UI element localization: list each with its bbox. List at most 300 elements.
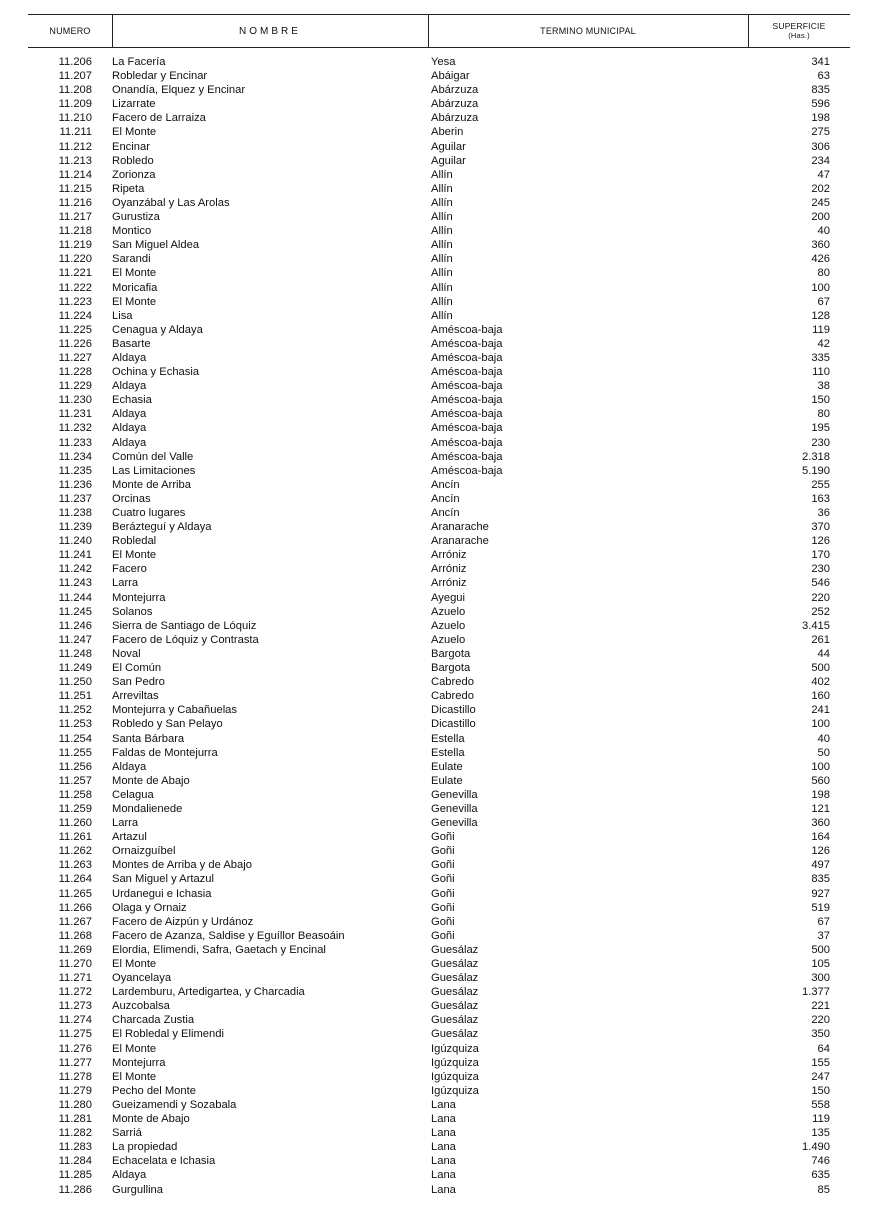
- cell-termino: Abárzuza: [431, 112, 479, 125]
- cell-nombre: Echasia: [112, 394, 152, 407]
- cell-numero: 11.213: [58, 154, 92, 167]
- cell-numero: 11.259: [58, 802, 92, 815]
- cell-termino: Guesálaz: [431, 1014, 479, 1027]
- cell-numero: 11.248: [58, 647, 92, 660]
- cell-nombre: Pecho del Monte: [112, 1084, 196, 1097]
- table-row: [28, 844, 850, 858]
- cell-superficie: 135: [811, 1127, 830, 1140]
- cell-numero: 11.226: [58, 337, 92, 350]
- cell-superficie: 230: [811, 563, 830, 576]
- cell-termino: Genevilla: [431, 802, 478, 815]
- cell-numero: 11.234: [58, 450, 92, 463]
- cell-termino: Améscoa-baja: [431, 436, 503, 449]
- cell-termino: Cabredo: [431, 690, 474, 703]
- cell-numero: 11.251: [58, 690, 92, 703]
- cell-superficie: 163: [811, 492, 830, 505]
- cell-termino: Ancín: [431, 492, 460, 505]
- table-row: [28, 548, 850, 562]
- cell-termino: Aberin: [431, 126, 464, 139]
- cell-numero: 11.212: [58, 140, 92, 153]
- cell-nombre: Orcinas: [112, 492, 151, 505]
- cell-numero: 11.225: [58, 323, 92, 336]
- cell-numero: 11.249: [58, 662, 92, 675]
- cell-superficie: 261: [811, 633, 830, 646]
- cell-superficie: 746: [811, 1155, 830, 1168]
- cell-numero: 11.222: [58, 281, 92, 294]
- cell-numero: 11.211: [59, 126, 92, 139]
- cell-termino: Azuelo: [431, 605, 466, 618]
- cell-numero: 11.244: [58, 591, 92, 604]
- cell-nombre: Sierra de Santiago de Lóquiz: [112, 619, 257, 632]
- cell-nombre: Lardemburu, Artedigartea, y Charcadia: [112, 986, 305, 999]
- cell-superficie: 220: [811, 1014, 830, 1027]
- cell-termino: Goñi: [431, 845, 455, 858]
- cell-nombre: Mondalienede: [112, 802, 183, 815]
- table-row: [28, 365, 850, 379]
- cell-numero: 11.229: [58, 380, 92, 393]
- table-row: [28, 1168, 850, 1182]
- cell-nombre: El Monte: [112, 549, 157, 562]
- cell-nombre: Facero de Azanza, Saldise y Eguíllor Beasoáin: [112, 929, 345, 942]
- table-row: [28, 337, 850, 351]
- table-row: [28, 1013, 850, 1027]
- cell-termino: Ancín: [431, 478, 460, 491]
- cell-numero: 11.280: [58, 1098, 92, 1111]
- cell-nombre: San Miguel y Artazul: [112, 873, 214, 886]
- cell-numero: 11.276: [58, 1042, 92, 1055]
- cell-superficie: 558: [811, 1098, 830, 1111]
- table-row: [28, 436, 850, 450]
- cell-termino: Lana: [431, 1183, 456, 1196]
- cell-nombre: Facero de Larraiza: [112, 112, 206, 125]
- cell-superficie: 500: [811, 662, 830, 675]
- cell-nombre: Faldas de Montejurra: [112, 746, 218, 759]
- cell-superficie: 241: [811, 704, 830, 717]
- table-row: [28, 252, 850, 266]
- table-row: [28, 605, 850, 619]
- cell-termino: Allín: [431, 182, 453, 195]
- cell-nombre: Robledal: [112, 535, 157, 548]
- cell-numero: 11.216: [58, 196, 92, 209]
- cell-numero: 11.224: [58, 309, 92, 322]
- cell-numero: 11.239: [58, 521, 92, 534]
- table-row: [28, 407, 850, 421]
- table-row: [28, 661, 850, 675]
- table-row: [28, 943, 850, 957]
- cell-termino: Allín: [431, 267, 453, 280]
- cell-numero: 11.262: [58, 845, 92, 858]
- cell-termino: Arróniz: [431, 577, 467, 590]
- table-row: [28, 746, 850, 760]
- cell-numero: 11.246: [58, 619, 92, 632]
- cell-termino: Cabredo: [431, 676, 474, 689]
- table-row: [28, 760, 850, 774]
- cell-numero: 11.270: [58, 958, 92, 970]
- cell-termino: Guesálaz: [431, 958, 479, 970]
- cell-termino: Allín: [431, 168, 453, 181]
- cell-superficie: 80: [817, 408, 830, 421]
- table-row: [28, 619, 850, 633]
- cell-numero: 11.264: [58, 873, 92, 886]
- cell-nombre: Facero de Lóquiz y Contrasta: [112, 633, 259, 646]
- cell-superficie: 927: [811, 887, 830, 900]
- cell-numero: 11.237: [58, 492, 92, 505]
- cell-termino: Aguilar: [431, 140, 466, 153]
- cell-nombre: Monte de Abajo: [112, 1113, 190, 1126]
- table-row: [28, 421, 850, 435]
- table-row: [28, 309, 850, 323]
- table-row: [28, 295, 850, 309]
- cell-numero: 11.236: [58, 478, 92, 491]
- cell-numero: 11.247: [58, 633, 92, 646]
- cell-numero: 11.223: [58, 295, 92, 308]
- cell-superficie: 202: [811, 182, 830, 195]
- cell-nombre: Echacelata e Ichasia: [112, 1155, 216, 1168]
- cell-numero: 11.238: [58, 507, 92, 519]
- cell-termino: Arróniz: [431, 563, 467, 576]
- cell-numero: 11.219: [58, 239, 92, 252]
- cell-superficie: 255: [811, 478, 830, 491]
- cell-superficie: 835: [811, 873, 830, 886]
- table-row: [28, 154, 850, 168]
- cell-numero: 11.273: [58, 1000, 92, 1013]
- cell-termino: Abárzuza: [431, 84, 479, 97]
- cell-numero: 11.210: [58, 112, 92, 125]
- cell-nombre: Encinar: [112, 140, 150, 153]
- cell-superficie: 42: [817, 337, 830, 350]
- cell-superficie: 335: [811, 351, 830, 364]
- cell-superficie: 198: [811, 112, 830, 125]
- cell-nombre: Solanos: [112, 605, 153, 618]
- cell-superficie: 519: [811, 901, 830, 914]
- cell-numero: 11.252: [58, 704, 92, 717]
- cell-numero: 11.227: [58, 351, 92, 364]
- cell-numero: 11.260: [58, 817, 92, 830]
- cell-superficie: 155: [811, 1056, 830, 1069]
- cell-superficie: 198: [811, 788, 830, 801]
- table-row: [28, 210, 850, 224]
- cell-superficie: 67: [817, 915, 830, 928]
- cell-nombre: Moricafia: [112, 281, 158, 294]
- table-row: [28, 379, 850, 393]
- cell-termino: Améscoa-baja: [431, 380, 503, 393]
- cell-superficie: 100: [811, 281, 830, 294]
- cell-numero: 11.228: [58, 366, 92, 379]
- cell-superficie: 110: [812, 366, 830, 379]
- cell-superficie: 119: [812, 1113, 830, 1126]
- cell-numero: 11.283: [58, 1141, 92, 1154]
- cell-nombre: Facero de Aizpún y Urdánoz: [112, 915, 254, 928]
- table-row: [28, 576, 850, 590]
- cell-nombre: Larra: [112, 817, 139, 830]
- cell-nombre: Robledo: [112, 154, 154, 167]
- cell-nombre: Sarandi: [112, 253, 151, 266]
- cell-termino: Yesa: [431, 56, 456, 68]
- table-row: [28, 1027, 850, 1041]
- cell-nombre: Berázteguí y Aldaya: [112, 521, 212, 534]
- cell-termino: Améscoa-baja: [431, 422, 503, 435]
- cell-numero: 11.257: [58, 774, 92, 787]
- cell-numero: 11.221: [58, 267, 92, 280]
- cell-termino: Aranarache: [431, 521, 489, 534]
- table-row: [28, 1042, 850, 1056]
- cell-termino: Goñi: [431, 929, 455, 942]
- cell-nombre: El Monte: [112, 1070, 157, 1083]
- table-row: [28, 957, 850, 971]
- cell-termino: Ayegui: [431, 591, 466, 604]
- cell-numero: 11.271: [58, 972, 92, 985]
- cell-superficie: 47: [817, 168, 830, 181]
- table-row: [28, 69, 850, 83]
- cell-nombre: Basarte: [112, 337, 151, 350]
- table-row: [28, 266, 850, 280]
- table-row: [28, 1183, 850, 1197]
- table-row: [28, 182, 850, 196]
- cell-numero: 11.286: [58, 1183, 92, 1196]
- cell-numero: 11.267: [58, 915, 92, 928]
- cell-superficie: 245: [811, 196, 830, 209]
- table-row: [28, 732, 850, 746]
- cell-numero: 11.245: [58, 605, 92, 618]
- cell-nombre: Ripeta: [112, 182, 145, 195]
- table-row: [28, 55, 850, 69]
- cell-termino: Eulate: [431, 760, 463, 773]
- cell-superficie: 350: [811, 1028, 830, 1041]
- cell-superficie: 300: [811, 972, 830, 985]
- cell-superficie: 402: [811, 676, 830, 689]
- cell-numero: 11.256: [58, 760, 92, 773]
- cell-numero: 11.279: [58, 1084, 92, 1097]
- header-numero: NUMERO: [49, 26, 91, 36]
- cell-termino: Lana: [431, 1155, 456, 1168]
- cell-termino: Améscoa-baja: [431, 394, 503, 407]
- cell-numero: 11.231: [58, 408, 92, 421]
- cell-termino: Allín: [431, 309, 453, 322]
- cell-numero: 11.207: [58, 70, 92, 83]
- cell-nombre: Robledar y Encinar: [112, 70, 208, 83]
- cell-superficie: 1.490: [802, 1141, 830, 1154]
- cell-superficie: 126: [811, 535, 830, 548]
- cell-termino: Améscoa-baja: [431, 450, 503, 463]
- cell-termino: Genevilla: [431, 817, 478, 830]
- cell-numero: 11.215: [58, 182, 92, 195]
- cell-numero: 11.285: [58, 1169, 92, 1182]
- cell-nombre: Aldaya: [112, 408, 147, 421]
- cell-nombre: San Pedro: [112, 676, 165, 689]
- cell-superficie: 3.415: [802, 619, 830, 632]
- table-row: [28, 238, 850, 252]
- cell-termino: Allín: [431, 295, 453, 308]
- cell-termino: Lana: [431, 1098, 456, 1111]
- cell-numero: 11.266: [58, 901, 92, 914]
- cell-superficie: 128: [811, 309, 830, 322]
- cell-nombre: Cuatro lugares: [112, 507, 186, 519]
- table-row: [28, 393, 850, 407]
- cell-numero: 11.243: [58, 577, 92, 590]
- cell-numero: 11.230: [58, 394, 92, 407]
- table-row: [28, 83, 850, 97]
- cell-superficie: 40: [817, 732, 830, 745]
- table-body: [28, 55, 850, 1197]
- cell-termino: Lana: [431, 1113, 456, 1126]
- header-nombre: NOMBRE: [239, 25, 301, 37]
- table-row: [28, 351, 850, 365]
- cell-nombre: Monte de Arriba: [112, 478, 191, 491]
- cell-superficie: 67: [817, 295, 830, 308]
- cell-numero: 11.281: [58, 1113, 92, 1126]
- cell-superficie: 40: [817, 225, 830, 238]
- cell-numero: 11.242: [58, 563, 92, 576]
- cell-termino: Estella: [431, 732, 465, 745]
- header-superficie: [748, 15, 850, 47]
- table-row: [28, 97, 850, 111]
- cell-superficie: 195: [811, 422, 830, 435]
- cell-termino: Allín: [431, 196, 453, 209]
- cell-numero: 11.272: [58, 986, 92, 999]
- cell-termino: Goñi: [431, 887, 455, 900]
- cell-nombre: Facero: [112, 563, 147, 576]
- cell-numero: 11.240: [58, 535, 92, 548]
- cell-nombre: Celagua: [112, 788, 154, 801]
- table-row: [28, 111, 850, 125]
- cell-nombre: Oyanzábal y Las Arolas: [112, 196, 230, 209]
- cell-termino: Igúzquiza: [431, 1056, 479, 1069]
- cell-superficie: 230: [811, 436, 830, 449]
- cell-superficie: 341: [811, 56, 830, 68]
- cell-nombre: Urdanegui e Ichasia: [112, 887, 212, 900]
- cell-superficie: 36: [817, 507, 830, 519]
- cell-numero: 11.269: [58, 943, 92, 956]
- cell-termino: Guesálaz: [431, 986, 479, 999]
- cell-termino: Dicastillo: [431, 718, 476, 731]
- cell-numero: 11.232: [58, 422, 92, 435]
- cell-termino: Eulate: [431, 774, 463, 787]
- cell-termino: Améscoa-baja: [431, 351, 503, 364]
- cell-superficie: 80: [817, 267, 830, 280]
- cell-nombre: Larra: [112, 577, 139, 590]
- cell-termino: Guesálaz: [431, 943, 479, 956]
- table-row: [28, 1056, 850, 1070]
- table-row: [28, 703, 850, 717]
- cell-superficie: 360: [811, 239, 830, 252]
- cell-nombre: San Miguel Aldea: [112, 239, 200, 252]
- cell-superficie: 50: [817, 746, 830, 759]
- cell-nombre: Aldaya: [112, 380, 147, 393]
- cell-nombre: La Facería: [112, 56, 166, 68]
- cell-nombre: Sarriá: [112, 1127, 142, 1140]
- cell-superficie: 426: [811, 253, 830, 266]
- cell-numero: 11.235: [58, 464, 92, 477]
- table-row: [28, 816, 850, 830]
- cell-nombre: Oyancelaya: [112, 972, 172, 985]
- cell-superficie: 497: [811, 859, 830, 872]
- cell-nombre: Gueizamendi y Sozabala: [112, 1098, 237, 1111]
- table-row: [28, 647, 850, 661]
- cell-numero: 11.209: [58, 98, 92, 111]
- cell-nombre: Aldaya: [112, 422, 147, 435]
- cell-numero: 11.284: [58, 1155, 92, 1168]
- cell-superficie: 150: [811, 1084, 830, 1097]
- table-row: [28, 915, 850, 929]
- table-row: [28, 492, 850, 506]
- cell-superficie: 2.318: [802, 450, 830, 463]
- cell-nombre: Cenagua y Aldaya: [112, 323, 203, 336]
- table-row: [28, 464, 850, 478]
- cell-nombre: El Monte: [112, 958, 157, 970]
- cell-nombre: Montes de Arriba y de Abajo: [112, 859, 252, 872]
- cell-termino: Aranarache: [431, 535, 489, 548]
- header-termino: TERMINO MUNICIPAL: [540, 26, 636, 36]
- cell-nombre: El Monte: [112, 126, 157, 139]
- cell-termino: Lana: [431, 1141, 456, 1154]
- cell-termino: Genevilla: [431, 788, 478, 801]
- cell-termino: Allín: [431, 211, 453, 224]
- cell-termino: Allín: [431, 281, 453, 294]
- cell-nombre: Ochina y Echasia: [112, 366, 200, 379]
- cell-nombre: Elordia, Elimendi, Safra, Gaetach y Encinal: [112, 943, 326, 956]
- cell-numero: 11.220: [58, 253, 92, 266]
- table-row: [28, 196, 850, 210]
- table-row: [28, 802, 850, 816]
- cell-superficie: 835: [811, 84, 830, 97]
- table-row: [28, 323, 850, 337]
- cell-termino: Améscoa-baja: [431, 464, 503, 477]
- cell-numero: 11.275: [58, 1028, 92, 1041]
- table-row: [28, 562, 850, 576]
- cell-superficie: 500: [811, 943, 830, 956]
- cell-termino: Goñi: [431, 859, 455, 872]
- cell-nombre: Lisa: [112, 309, 133, 322]
- cell-nombre: Montejurra y Cabañuelas: [112, 704, 237, 717]
- cell-nombre: Ornaizguíbel: [112, 845, 176, 858]
- cell-numero: 11.241: [58, 549, 92, 562]
- cell-nombre: Montejurra: [112, 1056, 166, 1069]
- cell-nombre: Común del Valle: [112, 450, 194, 463]
- cell-nombre: Noval: [112, 647, 141, 660]
- cell-superficie: 44: [817, 647, 830, 660]
- cell-superficie: 150: [811, 394, 830, 407]
- table-row: [28, 774, 850, 788]
- cell-superficie: 220: [811, 591, 830, 604]
- cell-termino: Abáigar: [431, 70, 470, 83]
- cell-termino: Igúzquiza: [431, 1084, 479, 1097]
- cell-termino: Allín: [431, 225, 453, 238]
- table-row: [28, 788, 850, 802]
- cell-superficie: 221: [811, 1000, 830, 1013]
- cell-nombre: Aldaya: [112, 351, 147, 364]
- table-row: [28, 478, 850, 492]
- cell-termino: Améscoa-baja: [431, 337, 503, 350]
- table-row: [28, 224, 850, 238]
- cell-nombre: El Monte: [112, 1042, 157, 1055]
- cell-numero: 11.217: [58, 211, 92, 224]
- cell-numero: 11.214: [58, 168, 92, 181]
- table-header: [28, 14, 850, 48]
- cell-nombre: Aldaya: [112, 436, 147, 449]
- cell-superficie: 170: [811, 549, 830, 562]
- table-row: [28, 999, 850, 1013]
- cell-termino: Azuelo: [431, 633, 466, 646]
- cell-nombre: Onandía, Elquez y Encinar: [112, 84, 246, 97]
- table-row: [28, 717, 850, 731]
- table-row: [28, 125, 850, 139]
- cell-numero: 11.282: [58, 1127, 92, 1140]
- cell-superficie: 275: [811, 126, 830, 139]
- cell-superficie: 252: [811, 605, 830, 618]
- cell-nombre: Arreviltas: [112, 690, 159, 703]
- cell-termino: Goñi: [431, 915, 455, 928]
- cell-termino: Estella: [431, 746, 465, 759]
